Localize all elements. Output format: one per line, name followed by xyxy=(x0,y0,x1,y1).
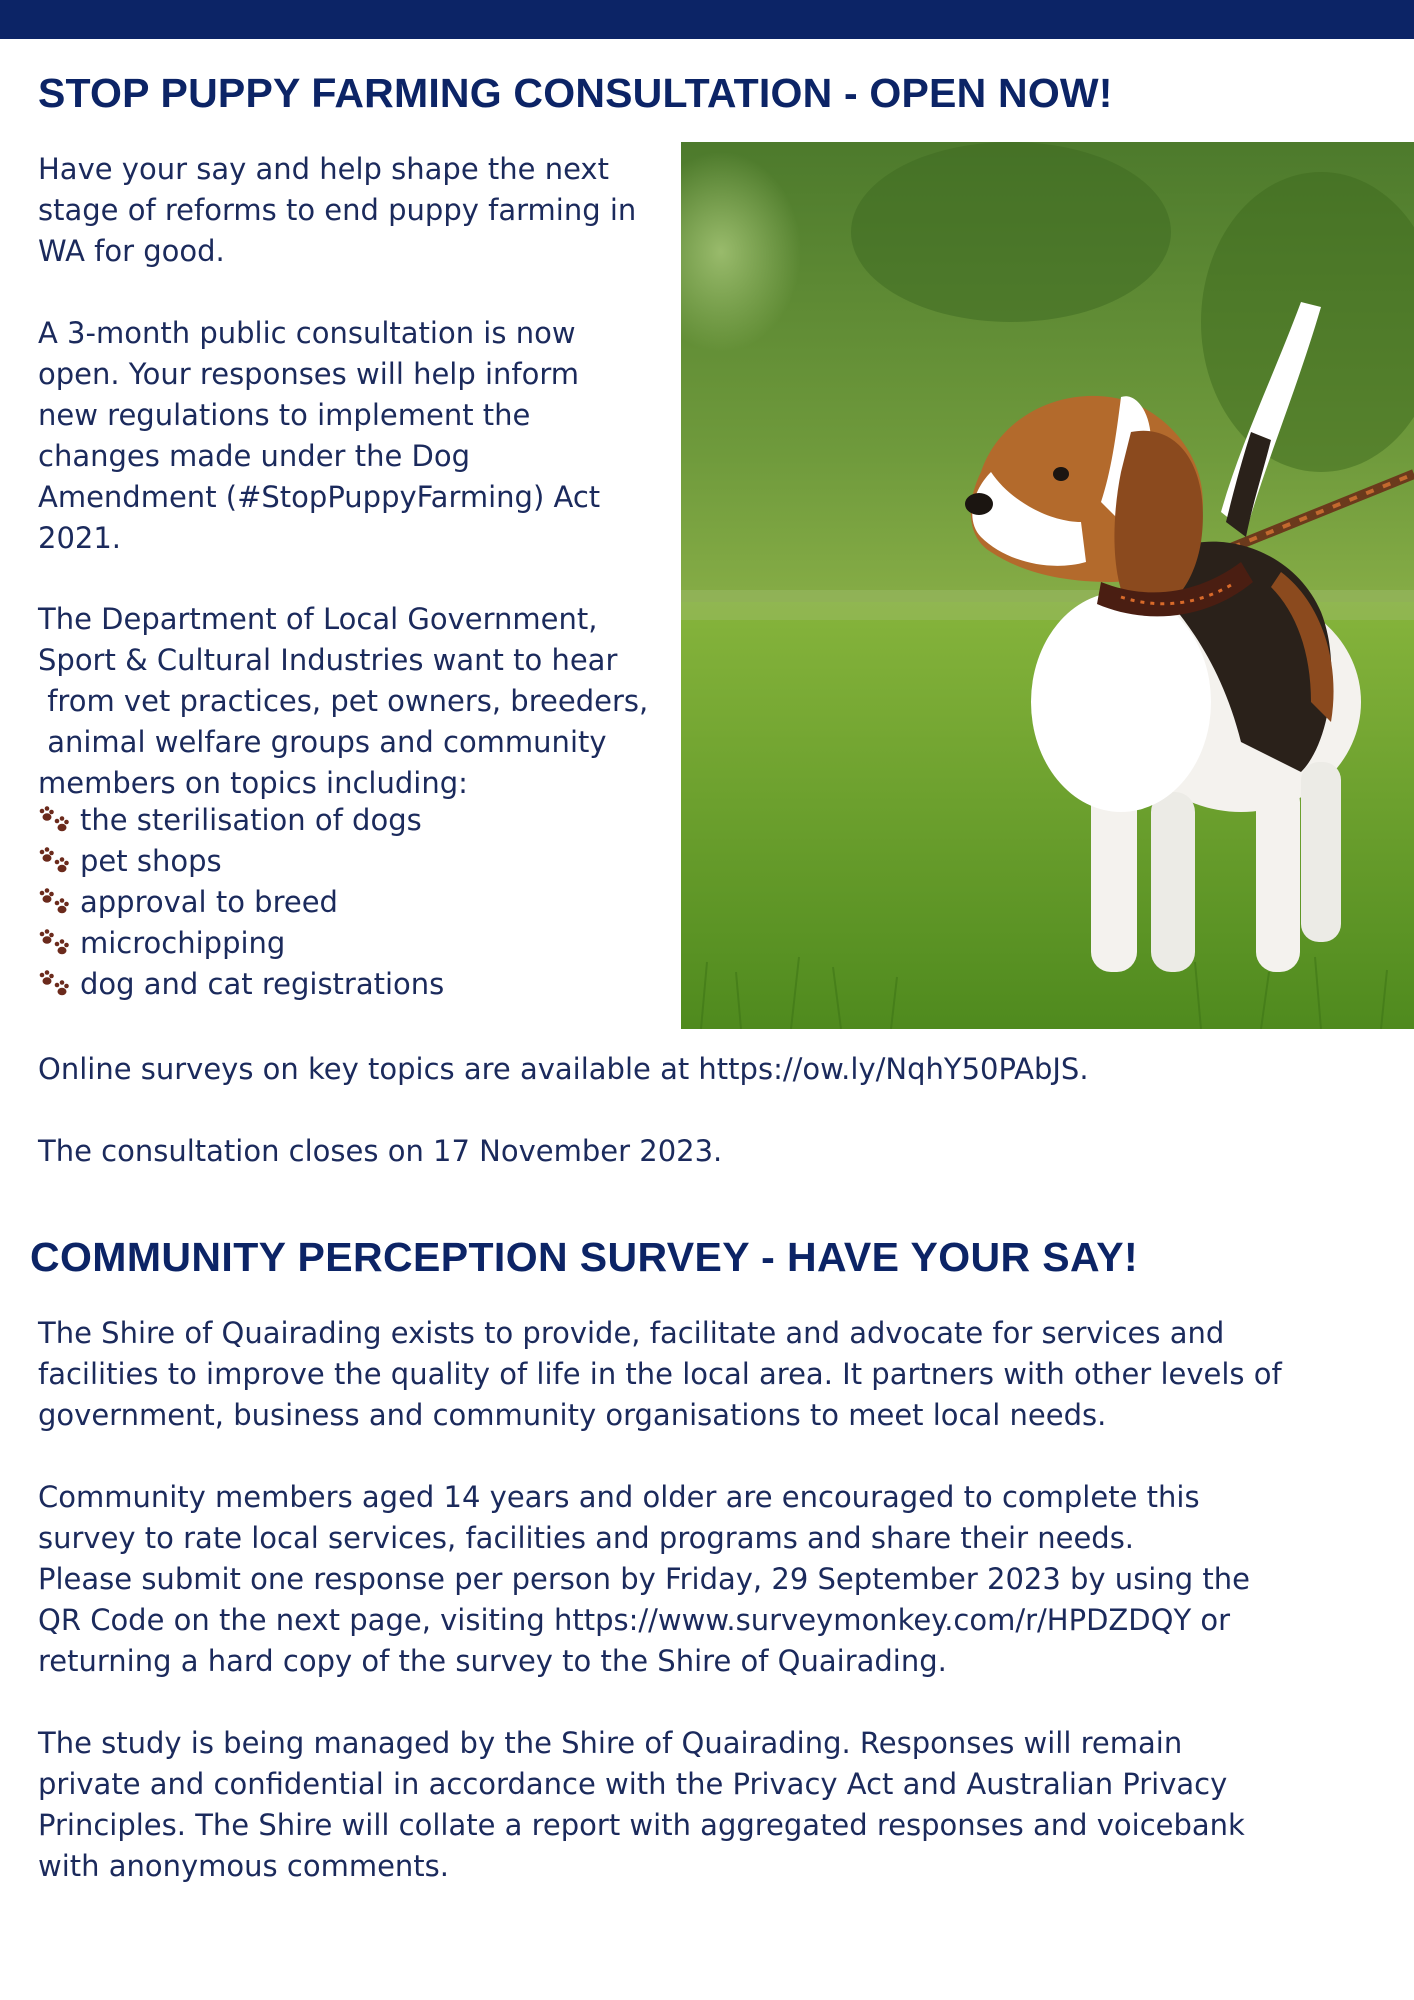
text-line: with anonymous comments. xyxy=(38,1849,449,1883)
topic-label: pet shops xyxy=(80,844,222,878)
beagle-illustration xyxy=(681,142,1414,1029)
study-paragraph xyxy=(38,1723,1378,1887)
text-line: The Department of Local Government, xyxy=(38,602,598,636)
text-line: survey to rate local services, facilities and programs and share their needs. xyxy=(38,1521,1135,1555)
paw-prints-icon xyxy=(38,847,74,877)
list-item xyxy=(38,882,444,923)
intro-paragraph xyxy=(38,149,678,272)
text-line: stage of reforms to end puppy farming in xyxy=(38,193,637,227)
text-line: Have your say and help shape the next xyxy=(38,152,609,186)
closing-date-paragraph: The consultation closes on 17 November 2023. xyxy=(38,1134,723,1168)
topic-label: dog and cat registrations xyxy=(80,967,445,1001)
topics-list xyxy=(38,800,444,1005)
text-line: members on topics including: xyxy=(38,766,468,800)
topic-label: the sterilisation of dogs xyxy=(80,803,422,837)
text-line: changes made under the Dog xyxy=(38,439,470,473)
text-line: WA for good. xyxy=(38,234,225,268)
paw-prints-icon xyxy=(38,888,74,918)
topic-label: microchipping xyxy=(80,926,286,960)
text-line: The study is being managed by the Shire of Quairading. Responses will remain xyxy=(38,1726,1183,1760)
community-paragraph xyxy=(38,1477,1378,1682)
text-line: private and confidential in accordance with the Privacy Act and Australian Privacy xyxy=(38,1767,1228,1801)
department-paragraph xyxy=(38,599,678,804)
section-2-heading: COMMUNITY PERCEPTION SURVEY - HAVE YOUR SAY! xyxy=(30,1234,1139,1280)
text-line: animal welfare groups and community xyxy=(38,725,607,759)
text-line: 2021. xyxy=(38,521,122,555)
top-banner-bar xyxy=(0,0,1414,39)
text-line: new regulations to implement the xyxy=(38,398,531,432)
text-line: Principles. The Shire will collate a report with aggregated responses and voicebank xyxy=(38,1808,1245,1842)
list-item xyxy=(38,800,444,841)
text-line: facilities to improve the quality of life in the local area. It partners with other levels of xyxy=(38,1357,1282,1391)
text-line: government, business and community organisations to meet local needs. xyxy=(38,1398,1107,1432)
list-item xyxy=(38,841,444,882)
list-item xyxy=(38,964,444,1005)
list-item xyxy=(38,923,444,964)
consultation-paragraph xyxy=(38,313,678,559)
shire-paragraph xyxy=(38,1313,1378,1436)
text-line: returning a hard copy of the survey to the Shire of Quairading. xyxy=(38,1644,947,1678)
section-1-heading: STOP PUPPY FARMING CONSULTATION - OPEN NOW! xyxy=(38,70,1113,116)
paw-prints-icon xyxy=(38,929,74,959)
online-surveys-paragraph: Online surveys on key topics are available at https://ow.ly/NqhY50PAbJS. xyxy=(38,1052,1089,1086)
text-line: Sport & Cultural Industries want to hear xyxy=(38,643,618,677)
text-line: open. Your responses will help inform xyxy=(38,357,580,391)
text-line: from vet practices, pet owners, breeders, xyxy=(38,684,649,718)
text-line: A 3-month public consultation is now xyxy=(38,316,576,350)
paw-prints-icon xyxy=(38,806,74,836)
beagle-puppy-photo xyxy=(681,142,1414,1029)
paw-prints-icon xyxy=(38,970,74,1000)
text-line: Amendment (#StopPuppyFarming) Act xyxy=(38,480,601,514)
text-line: Community members aged 14 years and older are encouraged to complete this xyxy=(38,1480,1200,1514)
topic-label: approval to breed xyxy=(80,885,338,919)
text-line: QR Code on the next page, visiting https://www.surveymonkey.com/r/HPDZDQY or xyxy=(38,1603,1231,1637)
text-line: Please submit one response per person by Friday, 29 September 2023 by using the xyxy=(38,1562,1250,1596)
text-line: The Shire of Quairading exists to provide, facilitate and advocate for services and xyxy=(38,1316,1225,1350)
